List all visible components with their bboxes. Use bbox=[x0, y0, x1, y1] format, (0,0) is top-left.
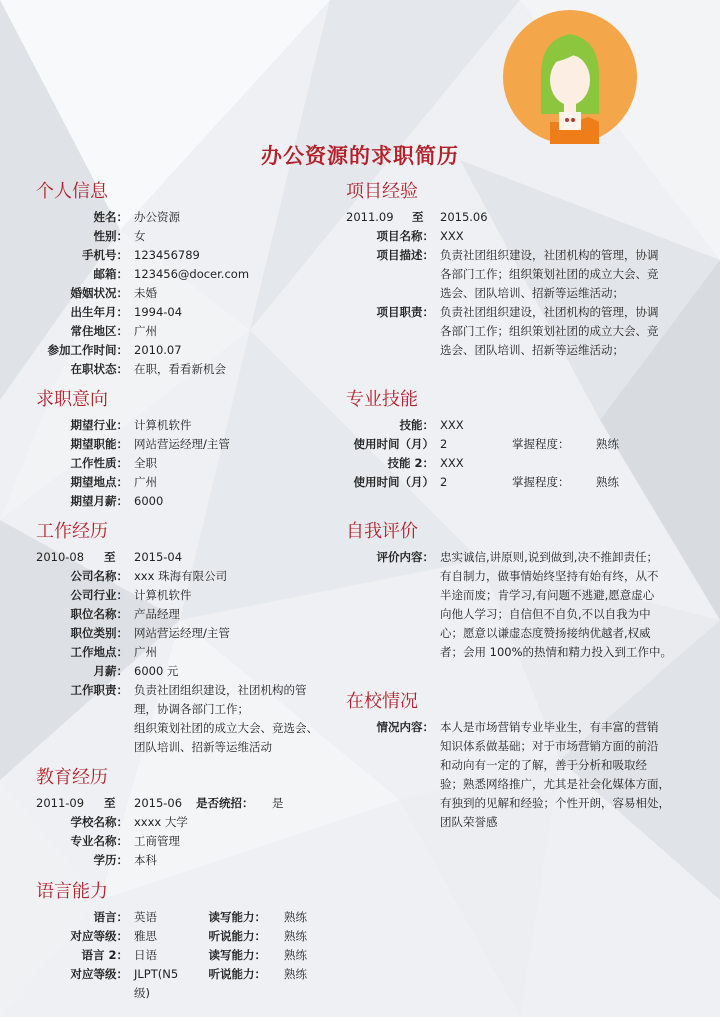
field-label: 出生年月： bbox=[70, 305, 128, 319]
section-heading: 语言能力 bbox=[36, 881, 108, 902]
field-label: 常住地区： bbox=[70, 324, 128, 338]
section-heading: 项目经验 bbox=[346, 181, 418, 202]
field-label: 邮箱： bbox=[93, 267, 128, 281]
field-value: 熟练 bbox=[284, 910, 307, 924]
section-heading: 个人信息 bbox=[36, 181, 108, 202]
campus-row bbox=[346, 718, 696, 832]
duty-line: 组织策划社团的成立大会、竞选会、 bbox=[134, 721, 318, 735]
field-label: 期望行业： bbox=[70, 418, 128, 432]
skill-row bbox=[346, 416, 696, 435]
field-label: 情况内容： bbox=[376, 720, 434, 734]
field-value: 2 bbox=[440, 475, 448, 489]
field-value: 网站营运经理/主管 bbox=[134, 626, 230, 640]
field-label: 学历： bbox=[93, 853, 128, 867]
field-value: 广州 bbox=[134, 645, 157, 659]
field-label: 技能： bbox=[399, 418, 434, 432]
start-date: 2010-08 bbox=[36, 550, 85, 564]
info-row bbox=[36, 624, 336, 643]
info-row bbox=[36, 567, 336, 586]
language-row bbox=[36, 965, 336, 984]
info-row bbox=[36, 227, 336, 246]
desc-line: 负责社团组织建设，社团机构的管理，协调 bbox=[440, 248, 659, 262]
eval-line: 有自制力，做事情始终坚持有始有终，从不 bbox=[440, 569, 659, 583]
field-value: 计算机软件 bbox=[134, 588, 192, 602]
field-label: 使用时间（月） bbox=[353, 437, 434, 451]
duty-line: 理，协调各部门工作； bbox=[134, 702, 249, 716]
language-row bbox=[36, 908, 336, 927]
desc-line: 各部门工作；组织策划社团的成立大会、竞 bbox=[440, 267, 659, 281]
field-value: 网站营运经理/主管 bbox=[134, 437, 230, 451]
info-row bbox=[36, 643, 336, 662]
info-row bbox=[36, 208, 336, 227]
date-separator: 至 bbox=[104, 550, 116, 564]
field-label: 性别： bbox=[93, 229, 128, 243]
info-row bbox=[36, 435, 336, 454]
field-label: 手机号： bbox=[82, 248, 128, 262]
project-desc-row bbox=[346, 246, 696, 303]
extra-label: 掌握程度： bbox=[512, 437, 570, 451]
field-label: 对应等级： bbox=[70, 929, 128, 943]
info-row bbox=[36, 322, 336, 341]
field-label: 听说能力： bbox=[208, 929, 266, 943]
section-heading: 求职意向 bbox=[36, 389, 108, 410]
field-value: 熟练 bbox=[284, 967, 307, 981]
field-label: 姓名： bbox=[93, 210, 128, 224]
section-heading: 自我评价 bbox=[346, 521, 418, 542]
field-label: 学校名称： bbox=[70, 815, 128, 829]
field-label: 公司行业： bbox=[70, 588, 128, 602]
campus-line: 验；熟悉网络推广，尤其是社会化媒体方面， bbox=[440, 777, 670, 791]
field-value: XXX bbox=[440, 456, 464, 470]
field-label: 参加工作时间： bbox=[47, 343, 128, 357]
field-value: XXX bbox=[440, 418, 464, 432]
desc-line: 选会、团队培训、招新等运维活动； bbox=[440, 286, 624, 300]
unified-label: 是否统招： bbox=[196, 796, 254, 810]
field-value: 123456789 bbox=[134, 248, 200, 262]
duty-line: 各部门工作；组织策划社团的成立大会、竞 bbox=[440, 324, 659, 338]
field-value: 工商管理 bbox=[134, 834, 180, 848]
info-row bbox=[36, 265, 336, 284]
field-value: 熟练 bbox=[284, 948, 307, 962]
eval-line: 向他人学习；自信但不自负,不以自我为中 bbox=[440, 607, 651, 621]
field-label: 使用时间（月） bbox=[353, 475, 434, 489]
field-value: 雅思 bbox=[134, 929, 157, 943]
field-value: XXX bbox=[440, 229, 464, 243]
field-label: 期望月薪： bbox=[70, 494, 128, 508]
unified-value: 是 bbox=[272, 796, 284, 810]
work-dates bbox=[36, 548, 336, 567]
field-label: 月薪： bbox=[93, 664, 128, 678]
field-value: 未婚 bbox=[134, 286, 157, 300]
section-intention bbox=[36, 388, 336, 511]
info-row bbox=[36, 360, 336, 379]
duty-line: 负责社团组织建设，社团机构的管理，协调 bbox=[440, 305, 659, 319]
info-row bbox=[36, 246, 336, 265]
eval-line: 者；会用 100%的热情和精力投入到工作中。 bbox=[440, 645, 673, 659]
field-label: 项目职责： bbox=[376, 305, 434, 319]
skill-row bbox=[346, 435, 696, 454]
eval-line: 心；愿意以谦虚态度赞扬接纳优越者,权威 bbox=[440, 626, 651, 640]
work-duty bbox=[36, 681, 336, 757]
field-value: 广州 bbox=[134, 324, 157, 338]
field-label: 职位类别： bbox=[70, 626, 128, 640]
field-label: 专业名称： bbox=[70, 834, 128, 848]
education-dates bbox=[36, 794, 336, 813]
end-date: 2015.06 bbox=[440, 210, 488, 224]
duty-line: 负责社团组织建设，社团机构的管 bbox=[134, 683, 307, 697]
section-heading: 教育经历 bbox=[36, 767, 108, 788]
field-value: xxxx 大学 bbox=[134, 815, 188, 829]
date-separator: 至 bbox=[104, 796, 116, 810]
field-label: 工作性质： bbox=[70, 456, 128, 470]
field-label: 评价内容： bbox=[376, 550, 434, 564]
field-label: 听说能力： bbox=[208, 967, 266, 981]
start-date: 2011.09 bbox=[346, 210, 394, 224]
field-value: 2010.07 bbox=[134, 343, 182, 357]
field-value: 女 bbox=[134, 229, 146, 243]
language-row bbox=[36, 927, 336, 946]
section-personal bbox=[36, 180, 336, 379]
field-value: 办公资源 bbox=[134, 210, 180, 224]
extra-value: 熟练 bbox=[596, 437, 619, 451]
info-row bbox=[36, 303, 336, 322]
info-row bbox=[36, 586, 336, 605]
field-label: 婚姻状况： bbox=[70, 286, 128, 300]
section-work bbox=[36, 520, 336, 757]
start-date: 2011-09 bbox=[36, 796, 85, 810]
info-row bbox=[36, 813, 336, 832]
field-value: 广州 bbox=[134, 475, 157, 489]
eval-line: 半途而废；肯学习,有问题不逃避,愿意虚心 bbox=[440, 588, 655, 602]
eval-line: 忠实诚信,讲原则,说到做到,决不推卸责任； bbox=[440, 550, 658, 564]
section-education bbox=[36, 766, 336, 870]
info-row bbox=[36, 832, 336, 851]
field-value: 产品经理 bbox=[134, 607, 180, 621]
extra-label: 掌握程度： bbox=[512, 475, 570, 489]
field-value: 2 bbox=[440, 437, 448, 451]
field-value: 123456@docer.com bbox=[134, 267, 250, 281]
field-label: 语言： bbox=[93, 910, 128, 924]
field-label: 读写能力： bbox=[208, 948, 266, 962]
campus-line: 团队荣誉感 bbox=[440, 815, 498, 829]
self-eval-row bbox=[346, 548, 696, 662]
field-value: xxx 珠海有限公司 bbox=[134, 569, 228, 583]
field-label: 工作职责： bbox=[70, 683, 128, 697]
duty-line: 团队培训、招新等运维活动 bbox=[134, 740, 272, 754]
field-value: 级) bbox=[134, 986, 150, 1000]
extra-value: 熟练 bbox=[596, 475, 619, 489]
info-row bbox=[36, 454, 336, 473]
field-value: 本科 bbox=[134, 853, 157, 867]
field-value: 计算机软件 bbox=[134, 418, 192, 432]
field-label: 技能 2： bbox=[387, 456, 434, 470]
campus-line: 有独到的见解和经验；个性开朗，容易相处， bbox=[440, 796, 670, 810]
field-label: 职位名称： bbox=[70, 607, 128, 621]
section-project bbox=[346, 180, 696, 360]
info-row bbox=[36, 341, 336, 360]
field-label: 项目描述： bbox=[376, 248, 434, 262]
campus-line: 和动向有一定的了解，善于分析和吸取经 bbox=[440, 758, 647, 772]
project-name-row bbox=[346, 227, 696, 246]
field-value: 在职，看看新机会 bbox=[134, 362, 226, 376]
section-skills bbox=[346, 388, 696, 492]
field-value: 全职 bbox=[134, 456, 157, 470]
info-row bbox=[36, 473, 336, 492]
section-language bbox=[36, 880, 336, 1003]
project-dates bbox=[346, 208, 696, 227]
field-label: 期望地点： bbox=[70, 475, 128, 489]
end-date: 2015-04 bbox=[134, 550, 183, 564]
info-row bbox=[36, 416, 336, 435]
field-value: 6000 元 bbox=[134, 664, 179, 678]
field-label: 在职状态： bbox=[70, 362, 128, 376]
section-self-eval bbox=[346, 520, 696, 662]
info-row bbox=[36, 605, 336, 624]
field-value: 英语 bbox=[134, 910, 157, 924]
field-value: 熟练 bbox=[284, 929, 307, 943]
field-label: 对应等级： bbox=[70, 967, 128, 981]
section-heading: 工作经历 bbox=[36, 521, 108, 542]
campus-line: 本人是市场营销专业毕业生，有丰富的营销 bbox=[440, 720, 659, 734]
field-label: 项目名称： bbox=[376, 229, 434, 243]
field-value: JLPT(N5 bbox=[134, 967, 179, 981]
skill-row bbox=[346, 454, 696, 473]
field-label: 期望职能： bbox=[70, 437, 128, 451]
date-separator: 至 bbox=[412, 210, 424, 224]
field-value: 6000 bbox=[134, 494, 164, 508]
project-duty-row bbox=[346, 303, 696, 360]
field-label: 语言 2： bbox=[81, 948, 128, 962]
end-date: 2015-06 bbox=[134, 796, 183, 810]
avatar bbox=[503, 10, 637, 144]
duty-line: 选会、团队培训、招新等运维活动； bbox=[440, 343, 624, 357]
info-row bbox=[36, 492, 336, 511]
section-heading: 专业技能 bbox=[346, 389, 418, 410]
section-campus bbox=[346, 690, 696, 832]
field-label: 读写能力： bbox=[208, 910, 266, 924]
language-wrap-line bbox=[36, 984, 336, 1003]
field-label: 工作地点： bbox=[70, 645, 128, 659]
info-row bbox=[36, 284, 336, 303]
language-row bbox=[36, 946, 336, 965]
campus-line: 知识体系做基础；对于市场营销方面的前沿 bbox=[440, 739, 659, 753]
skill-row bbox=[346, 473, 696, 492]
field-label: 公司名称： bbox=[70, 569, 128, 583]
field-value: 1994-04 bbox=[134, 305, 183, 319]
info-row bbox=[36, 662, 336, 681]
field-value: 日语 bbox=[134, 948, 157, 962]
page-title: 办公资源的求职简历 bbox=[261, 144, 459, 168]
section-heading: 在校情况 bbox=[346, 691, 418, 712]
info-row bbox=[36, 851, 336, 870]
